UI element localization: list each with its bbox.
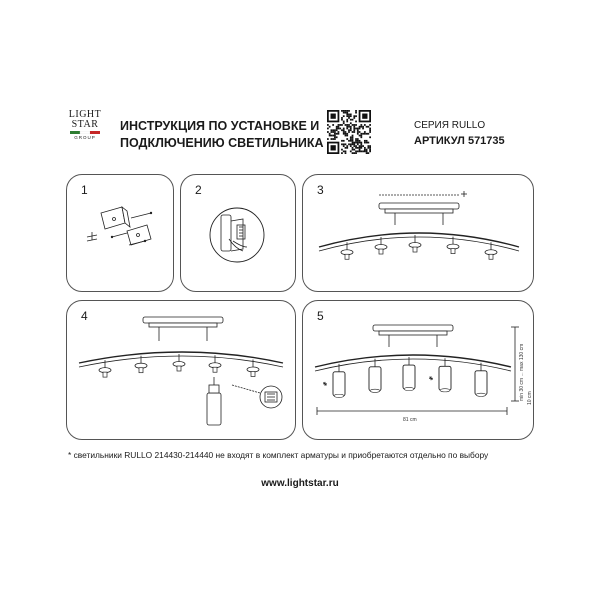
- cylinder-spot-lamp: [429, 358, 451, 392]
- step-number: 3: [317, 183, 324, 197]
- wiring-connection-illustration: [181, 175, 297, 293]
- spot-lamp-group: [323, 357, 487, 397]
- series-label: СЕРИЯ RULLO: [414, 120, 486, 131]
- step-4-panel: [66, 300, 296, 440]
- bracket-mounting-illustration: [67, 175, 175, 293]
- step-number: 2: [195, 183, 202, 197]
- title-line-1: ИНСТРУКЦИЯ ПО УСТАНОВКЕ И: [120, 119, 320, 133]
- step-number: 1: [81, 183, 88, 197]
- article-number: АРТИКУЛ 571735: [414, 135, 505, 147]
- spot-mount-group: [99, 354, 259, 377]
- cylinder-spot-lamp: [403, 357, 415, 391]
- step-2-panel: [180, 174, 296, 292]
- spot-mount-group: [341, 235, 497, 259]
- step-1-panel: [66, 174, 174, 292]
- spot-mount: [409, 235, 421, 252]
- step-3-panel: [302, 174, 534, 292]
- depth-dimension-label: 10 cm: [527, 391, 533, 405]
- logo-text-group: GROUP: [74, 135, 96, 140]
- logo-divider: [70, 131, 100, 134]
- title-line-2: ПОДКЛЮЧЕНИЮ СВЕТИЛЬНИКА: [120, 136, 324, 150]
- footnote-text: * светильники RULLO 214430-214440 не входят в комплект арматуры и приобретаются отдельно по выбору: [68, 450, 489, 460]
- step-number: 5: [317, 309, 324, 323]
- logo-text-star: STAR: [71, 119, 99, 130]
- assembled-fixture-dimensions-illustration: [303, 301, 535, 441]
- height-dimension-label: min 30 cm ... max 130 cm: [519, 343, 525, 401]
- cylinder-spot-lamp: [369, 359, 381, 393]
- cylinder-spot-lamp: [475, 363, 487, 397]
- page-title: [120, 118, 324, 152]
- logo-text-light: LIGHT: [68, 109, 102, 120]
- website-link[interactable]: www.lightstar.ru: [261, 478, 339, 489]
- canopy-mounting-illustration: [303, 175, 535, 293]
- step-5-panel: [302, 300, 534, 440]
- width-dimension-label: 81 cm: [403, 417, 417, 423]
- cylinder-spot-lamp: [323, 364, 345, 398]
- step-number: 4: [81, 309, 88, 323]
- lightstar-logo: [68, 110, 102, 140]
- fixture-assembly-illustration: [67, 301, 297, 441]
- spot-mount: [173, 354, 185, 371]
- qr-code: [327, 110, 371, 154]
